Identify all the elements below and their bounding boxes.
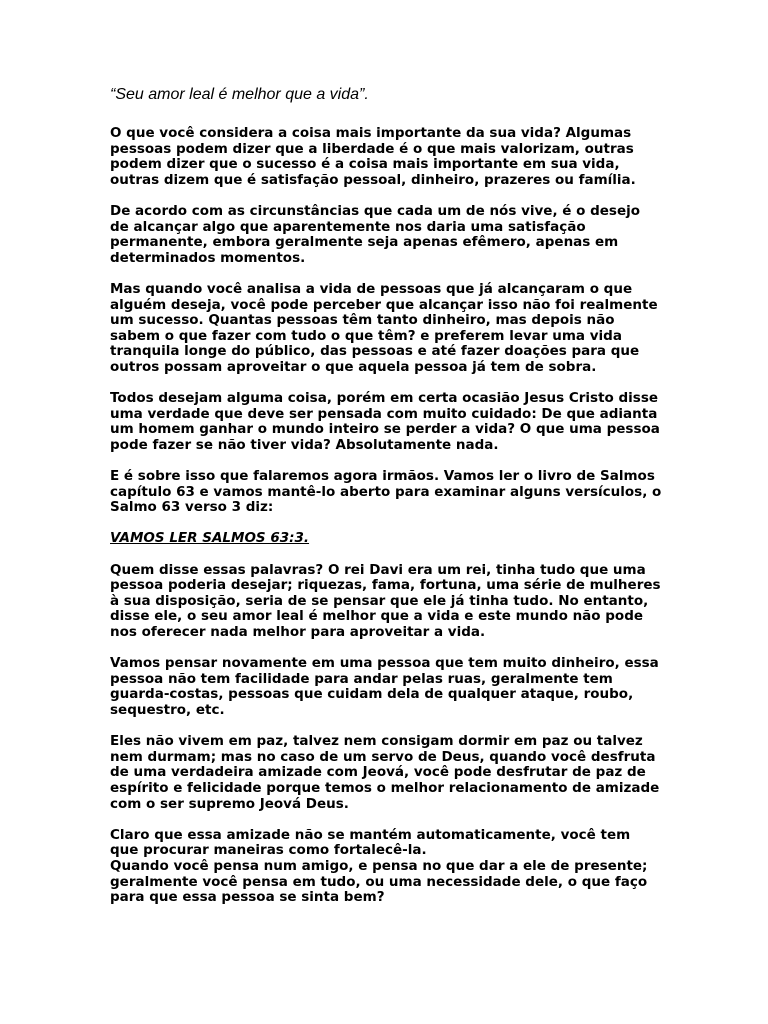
document-page	[110, 84, 662, 921]
paragraph-1: O que você considera a coisa mais importante da sua vida? Algumas pessoas podem dizer que a liberdade é o que mais valorizam, outras podem dizer que o sucesso é a coisa mais importante em sua vida, outras dizem que é satisfação pessoal, dinheiro, prazeres ou família.	[110, 125, 636, 188]
paragraph-7: Vamos pensar novamente em uma pessoa que tem muito dinheiro, essa pessoa não tem facilidade para andar pelas ruas, geralmente tem guarda-costas, pessoas que cuidam dela de qualquer ataque, roubo, sequestro, etc.	[110, 655, 659, 718]
scripture-reference-heading: VAMOS LER SALMOS 63:3.	[110, 530, 310, 547]
paragraph-10: Quando você pensa num amigo, e pensa no que dar a ele de presente; geralmente você pensa em tudo, ou uma necessidade dele, o que faço para que essa pessoa se sinta bem?	[110, 857, 648, 906]
paragraph-8: Eles não vivem em paz, talvez nem consigam dormir em paz ou talvez nem durmam; mas no caso de um servo de Deus, quando você desfruta de uma verdadeira amizade com Jeová, você pode desfrutar de paz de espírito e felicidade porque temos o melhor relacionamento de amizade com o ser supremo Jeová Deus.	[110, 733, 660, 812]
paragraph-3: Mas quando você analisa a vida de pessoas que já alcançaram o que alguém deseja, você pode perceber que alcançar isso não foi realmente um sucesso. Quantas pessoas têm tanto dinheiro, mas depois não sabem o que fazer com tudo o que têm? e preferem levar uma vida tranquila longe do público, das pessoas e até fazer doações para que outros possam aproveitar o que aquela pessoa já tem de sobra.	[110, 280, 658, 375]
paragraph-9: Claro que essa amizade não se mantém automaticamente, você tem que procurar maneiras como fortalecê-la.	[110, 826, 631, 859]
paragraph-2: De acordo com as circunstâncias que cada um de nós vive, é o desejo de alcançar algo que aparentemente nos daria uma satisfação permanente, embora geralmente seja apenas efêmero, apenas em determinados momentos.	[110, 202, 641, 266]
paragraph-6: Quem disse essas palavras? O rei Davi era um rei, tinha tudo que uma pessoa poderia desejar; riquezas, fama, fortuna, uma série de mulheres à sua disposição, seria de se pensar que ele já tinha tudo. No entanto, disse ele, o seu amor leal é melhor que a vida e este mundo não pode nos oferecer nada melhor para aproveitar a vida.	[110, 561, 661, 640]
paragraph-4: Todos desejam alguma coisa, porém em certa ocasião Jesus Cristo disse uma verdade que deve ser pensada com muito cuidado: De que adianta um homem ganhar o mundo inteiro se perder a vida? O que uma pessoa pode fazer se não tiver vida? Absolutamente nada.	[110, 390, 660, 453]
paragraph-5: E é sobre isso que falaremos agora irmãos. Vamos ler o livro de Salmos capítulo 63 e vamos mantê-lo aberto para examinar alguns versículos, o Salmo 63 verso 3 diz:	[110, 468, 662, 516]
document-title: “Seu amor leal é melhor que a vida”.	[110, 86, 369, 103]
